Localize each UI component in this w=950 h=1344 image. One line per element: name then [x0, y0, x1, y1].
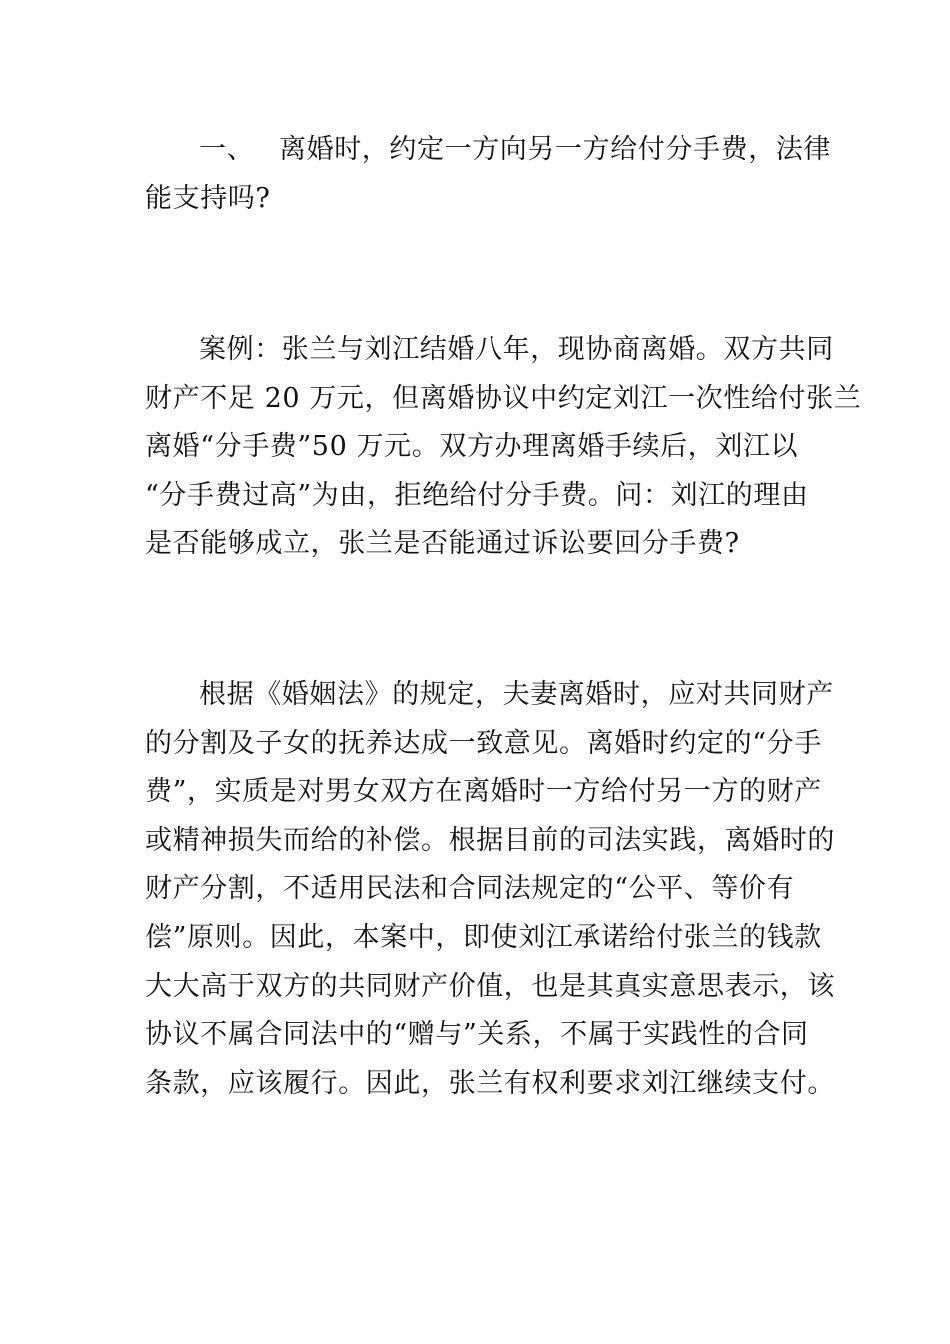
- heading-line-1: [145, 126, 831, 175]
- analysis-line: 大大高于双方的共同财产价值，也是其真实意思表示，该: [145, 970, 835, 1002]
- case-line: “分手费过高”为由，拒绝给付分手费。问：刘江的理由: [145, 479, 809, 511]
- case-line: 案例：张兰与刘江结婚八年，现协商离婚。双方共同: [199, 334, 834, 365]
- analysis-line: 条款，应该履行。因此，张兰有权利要求刘江继续支付。: [145, 1067, 835, 1099]
- analysis-paragraph: [145, 671, 835, 1108]
- analysis-line: 的分割及子女的抚养达成一致意见。离婚时约定的“分手: [145, 727, 822, 759]
- heading-text-1: 离婚时，约定一方向另一方给付分手费，法律: [279, 134, 831, 165]
- analysis-line: 协议不属合同法中的“赠与”关系，不属于实践性的合同: [145, 1019, 809, 1051]
- case-line: 离婚“分手费”50 万元。双方办理离婚手续后，刘江以: [145, 431, 799, 463]
- heading-number: 一、: [199, 134, 255, 165]
- analysis-line: 或精神损失而给的补偿。根据目前的司法实践，离婚时的: [145, 824, 835, 856]
- case-paragraph: [145, 326, 862, 569]
- heading-line-2: 能支持吗?: [145, 182, 271, 214]
- analysis-line: 根据《婚姻法》的规定，夫妻离婚时，应对共同财产: [199, 679, 834, 710]
- case-line: 是否能够成立，张兰是否能通过诉讼要回分手费?: [145, 528, 740, 560]
- question-heading: [145, 126, 831, 223]
- case-line: 财产不足 20 万元，但离婚协议中约定刘江一次性给付张兰: [145, 382, 862, 414]
- analysis-line: 偿”原则。因此，本案中，即使刘江承诺给付张兰的钱款: [145, 921, 822, 953]
- analysis-line: 财产分割，不适用民法和合同法规定的“公平、等价有: [145, 873, 795, 905]
- analysis-line: 费”，实质是对男女双方在离婚时一方给付另一方的财产: [145, 776, 822, 808]
